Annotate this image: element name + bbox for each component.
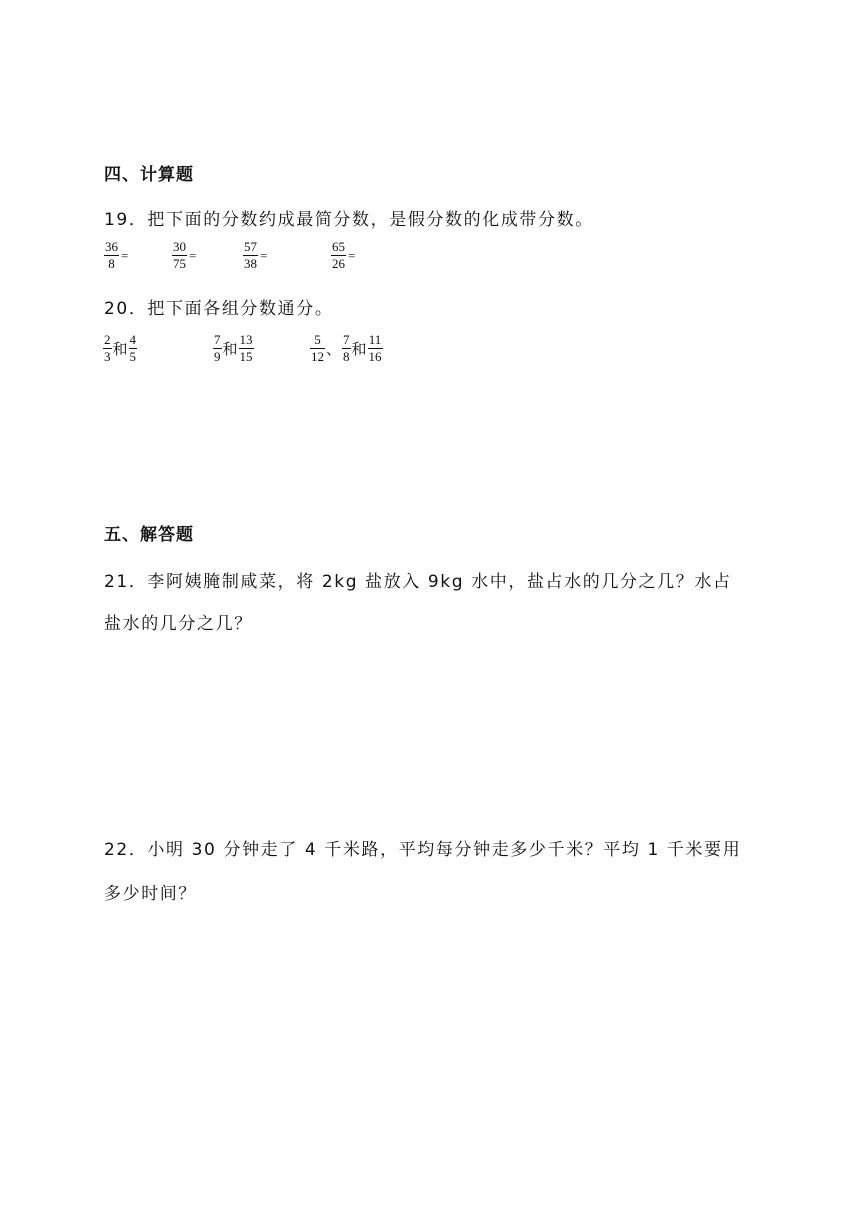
denominator: 8 <box>108 256 115 271</box>
question-22-line-1: 22．小明 30 分钟走了 4 千米路，平均每分钟走多少千米？平均 1 千米要用 <box>104 840 742 860</box>
numerator: 57 <box>244 239 257 254</box>
question-19-text: 19．把下面的分数约成最简分数，是假分数的化成带分数。 <box>104 210 594 230</box>
fraction <box>103 333 112 364</box>
denominator: 15 <box>239 349 253 364</box>
numerator: 7 <box>343 332 350 347</box>
q20-group-2 <box>213 333 254 364</box>
fraction <box>104 240 119 271</box>
q19-item-1 <box>104 240 128 271</box>
denominator: 3 <box>104 349 111 364</box>
denominator: 8 <box>343 349 350 364</box>
question-21-line-2: 盐水的几分之几？ <box>104 614 253 634</box>
fraction <box>331 240 346 271</box>
numerator: 4 <box>129 332 137 347</box>
question-20-text: 20．把下面各组分数通分。 <box>104 299 334 319</box>
q19-item-4 <box>331 240 355 271</box>
fraction <box>172 240 187 271</box>
numerator: 11 <box>368 332 382 347</box>
fraction <box>129 333 138 364</box>
denominator: 5 <box>129 349 137 364</box>
question-22-line-2: 多少时间？ <box>104 884 197 904</box>
denominator: 16 <box>368 349 382 364</box>
equals-sign: = <box>260 247 268 263</box>
q20-group-1 <box>103 333 137 364</box>
denominator: 75 <box>173 256 186 271</box>
denominator: 38 <box>244 256 257 271</box>
conjunction: 和 <box>112 340 128 358</box>
numerator: 2 <box>104 332 111 347</box>
numerator: 13 <box>239 332 253 347</box>
equals-sign: = <box>348 247 356 263</box>
q20-group-3 <box>310 333 383 364</box>
numerator: 7 <box>214 332 221 347</box>
q19-item-2 <box>172 240 196 271</box>
fraction <box>368 333 383 364</box>
fraction <box>243 240 258 271</box>
equals-sign: = <box>121 247 129 263</box>
fraction <box>310 333 325 364</box>
separator: 、 <box>326 340 342 358</box>
numerator: 30 <box>173 239 186 254</box>
equals-sign: = <box>189 247 197 263</box>
conjunction: 和 <box>222 340 238 358</box>
denominator: 26 <box>332 256 345 271</box>
numerator: 36 <box>105 239 118 254</box>
q19-item-3 <box>243 240 267 271</box>
fraction <box>213 333 222 364</box>
numerator: 5 <box>314 332 321 347</box>
section-4-title: 四、计算题 <box>104 165 194 185</box>
question-21-line-1: 21．李阿姨腌制咸菜，将 2kg 盐放入 9kg 水中，盐占水的几分之几？水占 <box>104 572 732 592</box>
fraction <box>342 333 351 364</box>
conjunction: 和 <box>351 340 367 358</box>
numerator: 65 <box>332 239 345 254</box>
section-5-title: 五、解答题 <box>104 525 194 545</box>
denominator: 12 <box>311 349 324 364</box>
fraction <box>239 333 254 364</box>
denominator: 9 <box>214 349 221 364</box>
